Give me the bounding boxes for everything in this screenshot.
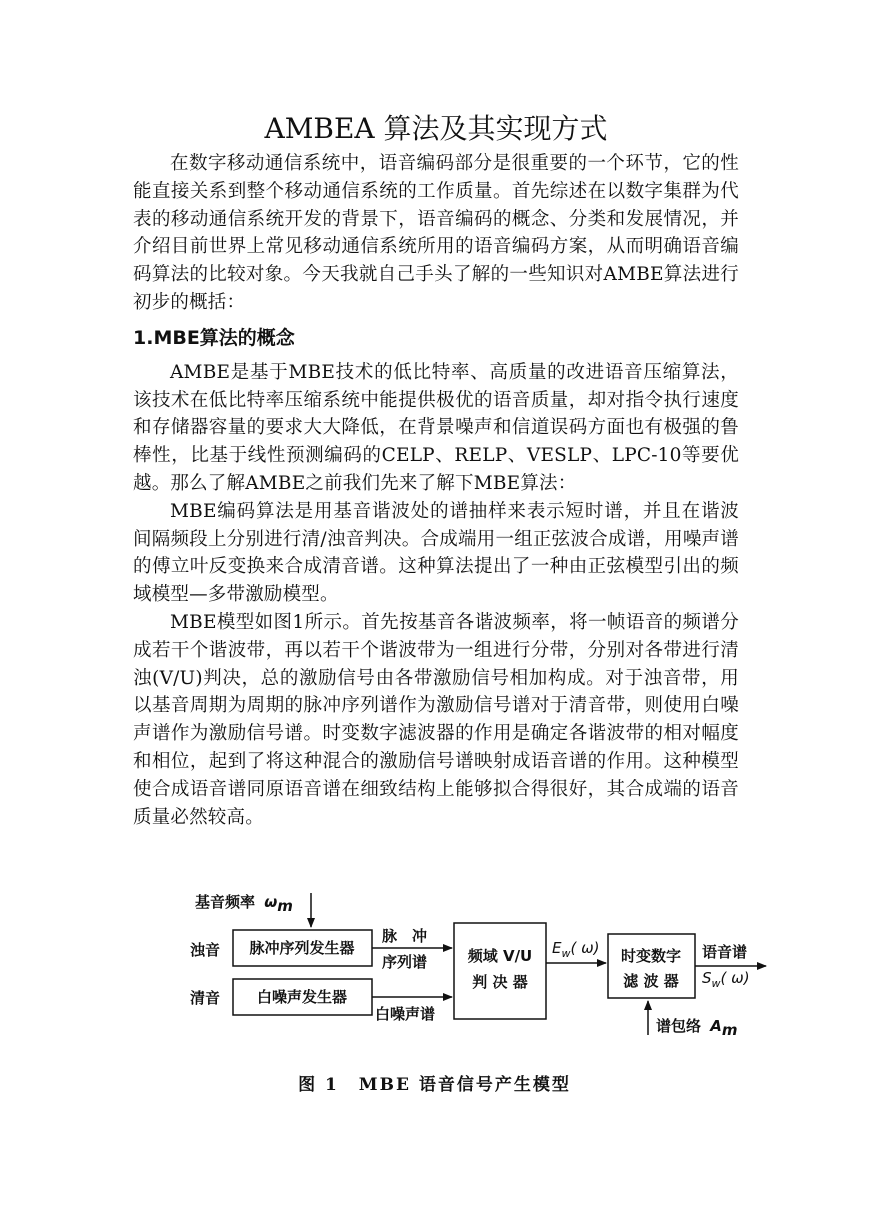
figure-caption-text: MBE 语音信号产生模型 xyxy=(358,1075,571,1095)
section-heading: 1.MBE算法的概念 xyxy=(133,326,295,349)
body-paragraph-1: AMBE是基于MBE技术的低比特率、高质量的改进语音压缩算法，该技术在低比特率压缩系统中能提供极优的语音质量，却对指令执行速度和存储器容量的要求大大降低，在背景噪声和信道误码方面也有极强的鲁棒性，比基于线性预测编码的CELP、RELP、VESLP、LPC-10等要优越。那么了解AMBE之前我们先来了解下MBE算法： xyxy=(133,361,739,494)
vu-decision-label-1: 频域 V/U xyxy=(467,947,533,965)
vu-decision-box xyxy=(454,923,546,1019)
white-noise-spectrum-label: 白噪声谱 xyxy=(375,1005,436,1023)
pulse-spectrum-label-2: 序列谱 xyxy=(382,953,428,971)
vu-decision-label-2: 判 决 器 xyxy=(472,973,528,991)
figure-caption xyxy=(0,1070,869,1095)
document-body xyxy=(133,108,739,831)
noise-generator-label: 白噪声发生器 xyxy=(256,988,348,1006)
filter-label-1: 时变数字 xyxy=(620,947,682,965)
speech-spectrum-label: 语音谱 xyxy=(702,943,748,961)
body-paragraph-3: MBE模型如图1所示。首先按基音各谐波频率，将一帧语音的频谱分成若干个谐波带，再以若干个谐波带为一组进行分带，分别对各带进行清浊(V/U)判决，总的激励信号由各带激励信号相加构成。对于浊音带，用以基音周期为周期的脉冲序列谱作为激励信号谱对于清音带，则使用白噪声谱作为激励信号谱。时变数字滤波器的作用是确定各谐波带的相对幅度和相位，起到了将这种混合的激励信号谱映射成语音谱的作用。这种模型使合成语音谱同原语音谱在细致结构上能够拟合得很好，其合成端的语音质量必然较高。 xyxy=(133,611,739,828)
envelope-label: 谱包络 Am xyxy=(656,1017,738,1039)
output-spectrum-label: $S_w$( ω) xyxy=(702,969,750,990)
unvoiced-label: 清音 xyxy=(190,989,221,1007)
figure-number: 图 1 xyxy=(298,1075,339,1095)
voiced-label: 浊音 xyxy=(190,941,221,959)
body-paragraph-2: MBE编码算法是用基音谐波处的谱抽样来表示短时谱，并且在谐波间隔频段上分别进行清/浊音判决。合成端用一组正弦波合成谱，用噪声谱的傅立叶反变换来合成清音谱。这种算法提出了一种由正弦模型引出的频域模型—多带激励模型。 xyxy=(133,500,739,606)
pitch-frequency-label: 基音频率 ωm xyxy=(195,893,293,915)
excitation-label: $E_w$( ω) xyxy=(552,939,600,960)
pulse-generator-label: 脉冲序列发生器 xyxy=(249,939,355,957)
mbe-model-diagram xyxy=(180,885,780,1055)
intro-paragraph: 在数字移动通信系统中，语音编码部分是很重要的一个环节，它的性能直接关系到整个移动通信系统的工作质量。首先综述在以数字集群为代表的移动通信系统开发的背景下，语音编码的概念、分类和发展情况，并介绍目前世界上常见移动通信系统所用的语音编码方案，从而明确语音编码算法的比较对象。今天我就自己手头了解的一些知识对AMBE算法进行初步的概括： xyxy=(133,153,739,313)
document-title: AMBEA 算法及其实现方式 xyxy=(264,112,608,145)
diagram-svg xyxy=(180,885,780,1055)
pulse-spectrum-label-1: 脉 冲 xyxy=(382,927,428,945)
filter-label-2: 滤 波 器 xyxy=(623,972,679,990)
